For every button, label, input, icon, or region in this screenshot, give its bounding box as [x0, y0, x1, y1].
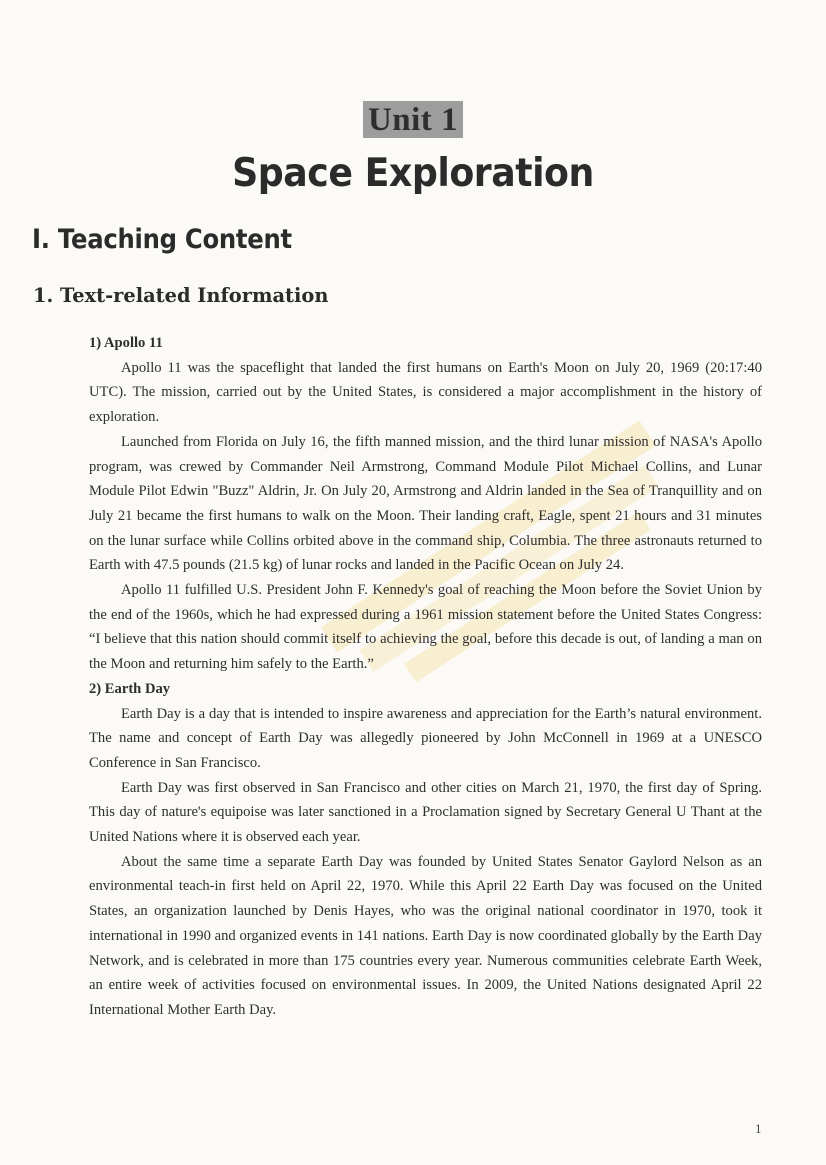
apollo-paragraph-2: Launched from Florida on July 16, the fifth manned mission, and the third lunar mission of NASA's Apollo program, was crewed by Commander Neil Armstrong, Command Module Pilot Michael Collins, and Lunar Module Pilot Edwin "Buzz" Aldrin, Jr. On July 20, Armstrong and Aldrin landed in the Sea of Tranquillity and on July 21 became the first humans to walk on the Moon. Their landing craft, Eagle, spent 21 hours and 31 minutes on the lunar surface while Collins orbited above in the command ship, Columbia. The three astronauts returned to Earth with 47.5 pounds (21.5 kg) of lunar rocks and landed in the Pacific Ocean on July 24. [89, 433, 762, 574]
unit-title: Space Exploration [232, 151, 594, 196]
earthday-subhead: 2) Earth Day [89, 680, 171, 697]
earthday-paragraph-1: Earth Day is a day that is intended to inspire awareness and appreciation for the Earth’s natural environment. The name and concept of Earth Day was allegedly pioneered by John McConnell in 1969 at a UNESCO Conference in San Francisco. [89, 705, 762, 771]
section-heading: I. Teaching Content [32, 224, 292, 255]
page-number: 1 [755, 1121, 762, 1136]
earthday-paragraph-2: Earth Day was first observed in San Francisco and other cities on March 21, 1970, the first day of Spring. This day of nature's equipoise was later sanctioned in a Proclamation signed by Secretary General U Thant at the United Nations where it is observed each year. [89, 779, 762, 846]
apollo-paragraph-1: Apollo 11 was the spaceflight that landed the first humans on Earth's Moon on July 20, 1969 (20:17:40 UTC). The mission, carried out by the United States, is considered a major accomplishment in the history of exploration. [89, 359, 762, 426]
apollo-subhead: 1) Apollo 11 [89, 335, 163, 351]
unit-label-container [0, 101, 826, 138]
body-text [89, 331, 762, 1023]
section-subheading: 1. Text-related Information [33, 283, 329, 307]
apollo-paragraph-3: Apollo 11 fulfilled U.S. President John F. Kennedy's goal of reaching the Moon before the Soviet Union by the end of the 1960s, which he had expressed during a 1961 mission statement before the United States Congress: “I believe that this nation should commit itself to achieving the goal, before this decade is out, of landing a man on the Moon and returning him safely to the Earth.” [89, 582, 762, 673]
unit-label: Unit 1 [363, 101, 463, 138]
earthday-paragraph-3: About the same time a separate Earth Day was founded by United States Senator Gaylord Nelson as an environmental teach-in first held on April 22, 1970. While this April 22 Earth Day was focused on the United States, an organization launched by Denis Hayes, who was the original national coordinator in 1970, took it international in 1990 and organized events in 141 nations. Earth Day is now coordinated globally by the Earth Day Network, and is celebrated in more than 175 countries every year. Numerous communities celebrate Earth Week, an entire week of activities focused on environmental issues. In 2009, the United Nations designated April 22 International Mother Earth Day. [89, 853, 762, 1018]
